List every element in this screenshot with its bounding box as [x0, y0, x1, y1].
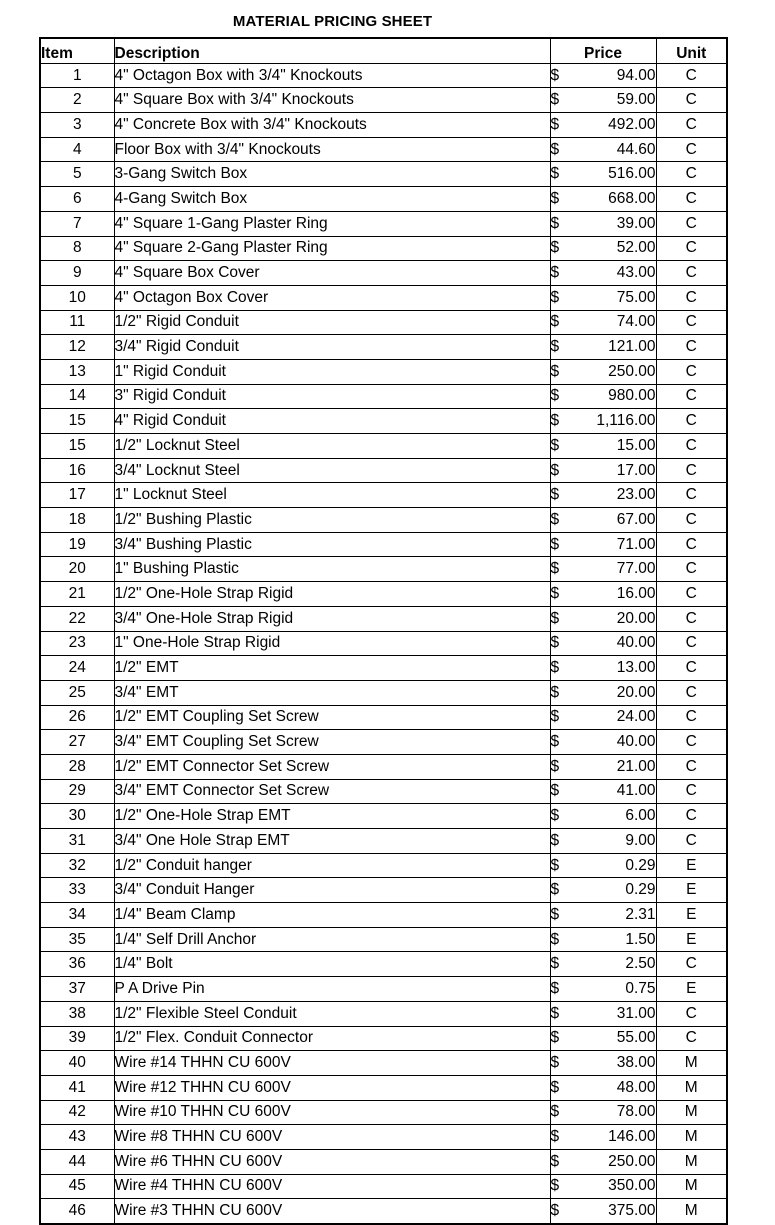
description-cell: 1/4" Bolt: [114, 952, 550, 977]
description-cell: 1/2" Locknut Steel: [114, 434, 550, 459]
currency-symbol: $: [550, 335, 574, 360]
unit-cell: C: [656, 359, 727, 384]
table-row: [40, 236, 727, 261]
description-cell: 1/2" One-Hole Strap Rigid: [114, 582, 550, 607]
item-cell: 8: [40, 236, 114, 261]
description-cell: 4" Rigid Conduit: [114, 409, 550, 434]
price-cell: 21.00: [574, 754, 656, 779]
unit-cell: E: [656, 927, 727, 952]
header-description: Description: [114, 38, 550, 63]
price-cell: 94.00: [574, 63, 656, 88]
table-row: [40, 285, 727, 310]
price-cell: 15.00: [574, 434, 656, 459]
table-row: [40, 211, 727, 236]
table-row: [40, 335, 727, 360]
currency-symbol: $: [550, 853, 574, 878]
item-cell: 1: [40, 63, 114, 88]
price-cell: 20.00: [574, 680, 656, 705]
unit-cell: C: [656, 458, 727, 483]
price-cell: 52.00: [574, 236, 656, 261]
unit-cell: C: [656, 754, 727, 779]
price-cell: 1,116.00: [574, 409, 656, 434]
unit-cell: C: [656, 162, 727, 187]
currency-symbol: $: [550, 1001, 574, 1026]
currency-symbol: $: [550, 187, 574, 212]
description-cell: 1/2" Bushing Plastic: [114, 508, 550, 533]
item-cell: 43: [40, 1125, 114, 1150]
description-cell: Floor Box with 3/4" Knockouts: [114, 137, 550, 162]
table-row: [40, 631, 727, 656]
item-cell: 9: [40, 261, 114, 286]
price-cell: 44.60: [574, 137, 656, 162]
table-row: [40, 1051, 727, 1076]
item-cell: 19: [40, 532, 114, 557]
currency-symbol: $: [550, 211, 574, 236]
table-row: [40, 434, 727, 459]
currency-symbol: $: [550, 1026, 574, 1051]
currency-symbol: $: [550, 63, 574, 88]
unit-cell: C: [656, 631, 727, 656]
currency-symbol: $: [550, 878, 574, 903]
unit-cell: M: [656, 1149, 727, 1174]
price-cell: 146.00: [574, 1125, 656, 1150]
unit-cell: C: [656, 705, 727, 730]
unit-cell: E: [656, 977, 727, 1002]
table-row: [40, 1100, 727, 1125]
table-row: [40, 1026, 727, 1051]
currency-symbol: $: [550, 310, 574, 335]
description-cell: 1" Locknut Steel: [114, 483, 550, 508]
currency-symbol: $: [550, 804, 574, 829]
item-cell: 22: [40, 606, 114, 631]
currency-symbol: $: [550, 1075, 574, 1100]
unit-cell: E: [656, 878, 727, 903]
unit-cell: C: [656, 285, 727, 310]
currency-symbol: $: [550, 557, 574, 582]
description-cell: Wire #4 THHN CU 600V: [114, 1174, 550, 1199]
currency-symbol: $: [550, 754, 574, 779]
description-cell: 1" Rigid Conduit: [114, 359, 550, 384]
price-cell: 668.00: [574, 187, 656, 212]
item-cell: 10: [40, 285, 114, 310]
description-cell: 3/4" Conduit Hanger: [114, 878, 550, 903]
table-row: [40, 927, 727, 952]
currency-symbol: $: [550, 730, 574, 755]
description-cell: 1" One-Hole Strap Rigid: [114, 631, 550, 656]
currency-symbol: $: [550, 162, 574, 187]
table-row: [40, 1149, 727, 1174]
price-cell: 40.00: [574, 730, 656, 755]
price-cell: 75.00: [574, 285, 656, 310]
table-row: [40, 409, 727, 434]
description-cell: Wire #14 THHN CU 600V: [114, 1051, 550, 1076]
table-row: [40, 878, 727, 903]
description-cell: 1/2" Flexible Steel Conduit: [114, 1001, 550, 1026]
unit-cell: C: [656, 804, 727, 829]
table-body: [40, 63, 727, 1224]
table-row: [40, 88, 727, 113]
description-cell: 3/4" Rigid Conduit: [114, 335, 550, 360]
table-row: [40, 656, 727, 681]
item-cell: 21: [40, 582, 114, 607]
price-cell: 9.00: [574, 829, 656, 854]
price-cell: 1.50: [574, 927, 656, 952]
table-row: [40, 829, 727, 854]
table-row: [40, 557, 727, 582]
price-cell: 0.29: [574, 878, 656, 903]
item-cell: 35: [40, 927, 114, 952]
unit-cell: C: [656, 1001, 727, 1026]
description-cell: 3/4" Locknut Steel: [114, 458, 550, 483]
price-cell: 121.00: [574, 335, 656, 360]
table-row: [40, 359, 727, 384]
table-row: [40, 63, 727, 88]
item-cell: 3: [40, 113, 114, 138]
price-cell: 78.00: [574, 1100, 656, 1125]
currency-symbol: $: [550, 927, 574, 952]
item-cell: 16: [40, 458, 114, 483]
description-cell: Wire #12 THHN CU 600V: [114, 1075, 550, 1100]
unit-cell: C: [656, 532, 727, 557]
price-cell: 59.00: [574, 88, 656, 113]
unit-cell: M: [656, 1100, 727, 1125]
header-row: [40, 38, 727, 63]
description-cell: 1/2" Rigid Conduit: [114, 310, 550, 335]
table-row: [40, 508, 727, 533]
item-cell: 39: [40, 1026, 114, 1051]
item-cell: 24: [40, 656, 114, 681]
item-cell: 14: [40, 384, 114, 409]
item-cell: 46: [40, 1199, 114, 1224]
unit-cell: C: [656, 829, 727, 854]
table-row: [40, 162, 727, 187]
currency-symbol: $: [550, 952, 574, 977]
item-cell: 30: [40, 804, 114, 829]
item-cell: 15: [40, 409, 114, 434]
currency-symbol: $: [550, 113, 574, 138]
price-cell: 0.75: [574, 977, 656, 1002]
table-row: [40, 458, 727, 483]
price-cell: 350.00: [574, 1174, 656, 1199]
price-cell: 77.00: [574, 557, 656, 582]
item-cell: 37: [40, 977, 114, 1002]
currency-symbol: $: [550, 88, 574, 113]
item-cell: 28: [40, 754, 114, 779]
item-cell: 17: [40, 483, 114, 508]
currency-symbol: $: [550, 458, 574, 483]
table-row: [40, 1174, 727, 1199]
description-cell: 1/2" EMT Connector Set Screw: [114, 754, 550, 779]
table-row: [40, 582, 727, 607]
description-cell: P A Drive Pin: [114, 977, 550, 1002]
item-cell: 36: [40, 952, 114, 977]
currency-symbol: $: [550, 1174, 574, 1199]
price-cell: 39.00: [574, 211, 656, 236]
unit-cell: C: [656, 261, 727, 286]
unit-cell: C: [656, 656, 727, 681]
item-cell: 4: [40, 137, 114, 162]
table-row: [40, 680, 727, 705]
unit-cell: C: [656, 310, 727, 335]
price-cell: 6.00: [574, 804, 656, 829]
item-cell: 6: [40, 187, 114, 212]
unit-cell: C: [656, 211, 727, 236]
description-cell: 4" Octagon Box with 3/4" Knockouts: [114, 63, 550, 88]
table-row: [40, 310, 727, 335]
price-cell: 980.00: [574, 384, 656, 409]
currency-symbol: $: [550, 236, 574, 261]
price-cell: 43.00: [574, 261, 656, 286]
currency-symbol: $: [550, 1125, 574, 1150]
currency-symbol: $: [550, 483, 574, 508]
price-cell: 375.00: [574, 1199, 656, 1224]
table-row: [40, 483, 727, 508]
currency-symbol: $: [550, 606, 574, 631]
unit-cell: C: [656, 952, 727, 977]
table-row: [40, 804, 727, 829]
currency-symbol: $: [550, 656, 574, 681]
unit-cell: C: [656, 557, 727, 582]
description-cell: 3/4" One-Hole Strap Rigid: [114, 606, 550, 631]
description-cell: 1/2" One-Hole Strap EMT: [114, 804, 550, 829]
currency-symbol: $: [550, 508, 574, 533]
table-row: [40, 903, 727, 928]
table-row: [40, 952, 727, 977]
header-item: Item: [40, 38, 114, 63]
price-cell: 516.00: [574, 162, 656, 187]
price-cell: 13.00: [574, 656, 656, 681]
unit-cell: C: [656, 236, 727, 261]
description-cell: 4" Square Box Cover: [114, 261, 550, 286]
price-cell: 48.00: [574, 1075, 656, 1100]
item-cell: 42: [40, 1100, 114, 1125]
description-cell: 3/4" EMT Coupling Set Screw: [114, 730, 550, 755]
price-cell: 71.00: [574, 532, 656, 557]
item-cell: 5: [40, 162, 114, 187]
item-cell: 11: [40, 310, 114, 335]
unit-cell: C: [656, 137, 727, 162]
description-cell: 1/4" Self Drill Anchor: [114, 927, 550, 952]
description-cell: 1/2" Flex. Conduit Connector: [114, 1026, 550, 1051]
table-row: [40, 853, 727, 878]
item-cell: 2: [40, 88, 114, 113]
price-cell: 250.00: [574, 359, 656, 384]
table-row: [40, 113, 727, 138]
pricing-table: [39, 37, 728, 1225]
item-cell: 44: [40, 1149, 114, 1174]
description-cell: 4" Octagon Box Cover: [114, 285, 550, 310]
table-row: [40, 754, 727, 779]
description-cell: 1/2" EMT: [114, 656, 550, 681]
table-row: [40, 532, 727, 557]
unit-cell: C: [656, 434, 727, 459]
unit-cell: M: [656, 1125, 727, 1150]
price-cell: 31.00: [574, 1001, 656, 1026]
price-cell: 2.31: [574, 903, 656, 928]
description-cell: 4" Square 2-Gang Plaster Ring: [114, 236, 550, 261]
table-row: [40, 187, 727, 212]
table-row: [40, 261, 727, 286]
description-cell: 4" Square 1-Gang Plaster Ring: [114, 211, 550, 236]
description-cell: 3-Gang Switch Box: [114, 162, 550, 187]
item-cell: 20: [40, 557, 114, 582]
item-cell: 26: [40, 705, 114, 730]
unit-cell: C: [656, 88, 727, 113]
unit-cell: C: [656, 1026, 727, 1051]
table-row: [40, 137, 727, 162]
price-cell: 23.00: [574, 483, 656, 508]
description-cell: 3/4" EMT Connector Set Screw: [114, 779, 550, 804]
item-cell: 45: [40, 1174, 114, 1199]
unit-cell: C: [656, 187, 727, 212]
unit-cell: C: [656, 779, 727, 804]
item-cell: 31: [40, 829, 114, 854]
currency-symbol: $: [550, 705, 574, 730]
table-row: [40, 606, 727, 631]
description-cell: Wire #3 THHN CU 600V: [114, 1199, 550, 1224]
currency-symbol: $: [550, 137, 574, 162]
description-cell: Wire #10 THHN CU 600V: [114, 1100, 550, 1125]
unit-cell: E: [656, 903, 727, 928]
item-cell: 18: [40, 508, 114, 533]
item-cell: 32: [40, 853, 114, 878]
table-row: [40, 779, 727, 804]
description-cell: 1/2" Conduit hanger: [114, 853, 550, 878]
item-cell: 34: [40, 903, 114, 928]
price-cell: 20.00: [574, 606, 656, 631]
price-cell: 67.00: [574, 508, 656, 533]
item-cell: 12: [40, 335, 114, 360]
item-cell: 29: [40, 779, 114, 804]
currency-symbol: $: [550, 1199, 574, 1224]
price-cell: 38.00: [574, 1051, 656, 1076]
item-cell: 33: [40, 878, 114, 903]
header-unit: Unit: [656, 38, 727, 63]
currency-symbol: $: [550, 359, 574, 384]
unit-cell: C: [656, 409, 727, 434]
description-cell: 1/2" EMT Coupling Set Screw: [114, 705, 550, 730]
item-cell: 38: [40, 1001, 114, 1026]
description-cell: Wire #8 THHN CU 600V: [114, 1125, 550, 1150]
price-cell: 41.00: [574, 779, 656, 804]
price-cell: 0.29: [574, 853, 656, 878]
description-cell: 3/4" EMT: [114, 680, 550, 705]
unit-cell: M: [656, 1174, 727, 1199]
item-cell: 25: [40, 680, 114, 705]
description-cell: 4-Gang Switch Box: [114, 187, 550, 212]
unit-cell: C: [656, 730, 727, 755]
description-cell: 1" Bushing Plastic: [114, 557, 550, 582]
currency-symbol: $: [550, 1149, 574, 1174]
currency-symbol: $: [550, 829, 574, 854]
unit-cell: C: [656, 335, 727, 360]
currency-symbol: $: [550, 631, 574, 656]
table-row: [40, 705, 727, 730]
table-row: [40, 1125, 727, 1150]
header-price: Price: [550, 38, 656, 63]
table-row: [40, 1075, 727, 1100]
price-cell: 24.00: [574, 705, 656, 730]
price-cell: 492.00: [574, 113, 656, 138]
price-cell: 55.00: [574, 1026, 656, 1051]
currency-symbol: $: [550, 261, 574, 286]
unit-cell: C: [656, 483, 727, 508]
description-cell: 3/4" One Hole Strap EMT: [114, 829, 550, 854]
currency-symbol: $: [550, 409, 574, 434]
currency-symbol: $: [550, 1100, 574, 1125]
item-cell: 7: [40, 211, 114, 236]
currency-symbol: $: [550, 532, 574, 557]
description-cell: 3" Rigid Conduit: [114, 384, 550, 409]
table-row: [40, 730, 727, 755]
description-cell: 4" Concrete Box with 3/4" Knockouts: [114, 113, 550, 138]
item-cell: 13: [40, 359, 114, 384]
sheet-title: MATERIAL PRICING SHEET: [232, 13, 433, 30]
description-cell: Wire #6 THHN CU 600V: [114, 1149, 550, 1174]
table-row: [40, 977, 727, 1002]
unit-cell: C: [656, 113, 727, 138]
unit-cell: C: [656, 508, 727, 533]
table-row: [40, 1001, 727, 1026]
unit-cell: C: [656, 384, 727, 409]
price-cell: 250.00: [574, 1149, 656, 1174]
description-cell: 1/4" Beam Clamp: [114, 903, 550, 928]
price-cell: 40.00: [574, 631, 656, 656]
currency-symbol: $: [550, 680, 574, 705]
currency-symbol: $: [550, 977, 574, 1002]
currency-symbol: $: [550, 903, 574, 928]
item-cell: 15: [40, 434, 114, 459]
item-cell: 41: [40, 1075, 114, 1100]
description-cell: 3/4" Bushing Plastic: [114, 532, 550, 557]
unit-cell: C: [656, 582, 727, 607]
currency-symbol: $: [550, 285, 574, 310]
currency-symbol: $: [550, 1051, 574, 1076]
unit-cell: M: [656, 1199, 727, 1224]
currency-symbol: $: [550, 779, 574, 804]
unit-cell: C: [656, 680, 727, 705]
unit-cell: C: [656, 606, 727, 631]
table-row: [40, 384, 727, 409]
unit-cell: M: [656, 1051, 727, 1076]
item-cell: 27: [40, 730, 114, 755]
price-cell: 17.00: [574, 458, 656, 483]
currency-symbol: $: [550, 582, 574, 607]
price-cell: 74.00: [574, 310, 656, 335]
unit-cell: C: [656, 63, 727, 88]
description-cell: 4" Square Box with 3/4" Knockouts: [114, 88, 550, 113]
price-cell: 16.00: [574, 582, 656, 607]
currency-symbol: $: [550, 434, 574, 459]
currency-symbol: $: [550, 384, 574, 409]
price-cell: 2.50: [574, 952, 656, 977]
item-cell: 23: [40, 631, 114, 656]
unit-cell: M: [656, 1075, 727, 1100]
item-cell: 40: [40, 1051, 114, 1076]
unit-cell: E: [656, 853, 727, 878]
table-row: [40, 1199, 727, 1224]
